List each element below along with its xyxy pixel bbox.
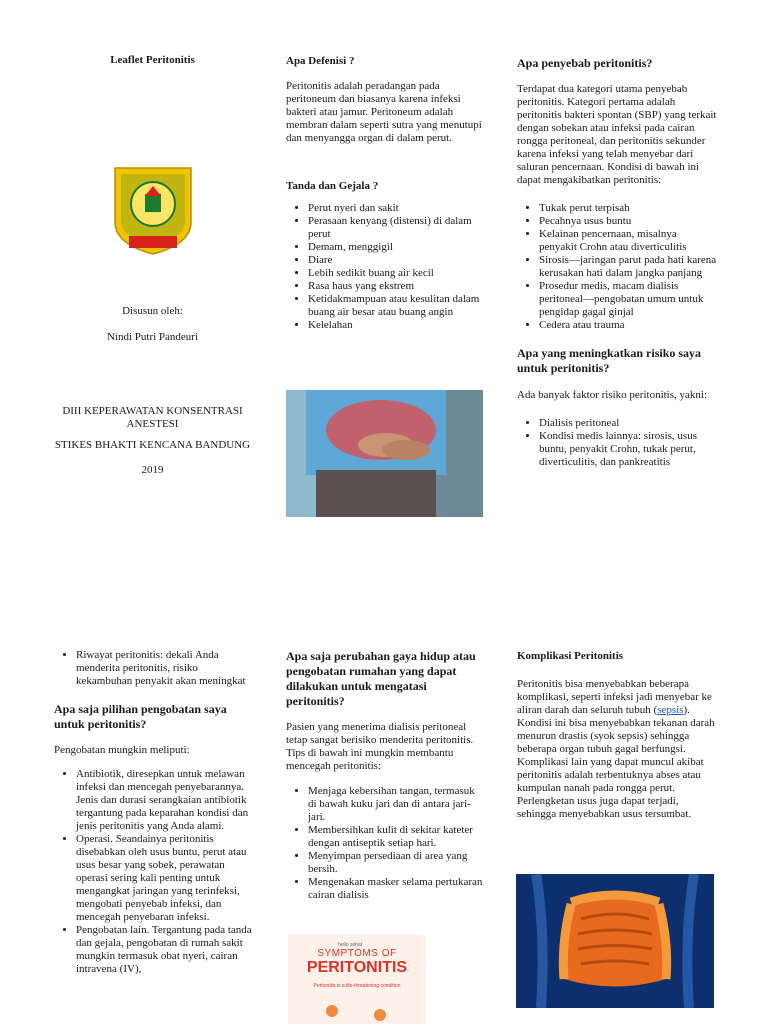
sepsis-link[interactable]: sepsis <box>657 704 684 716</box>
panel-treatment <box>54 649 254 976</box>
panel-definition <box>286 54 484 332</box>
list-item: • Rasa haus yang ekstrem <box>308 280 484 293</box>
institution-name: STIKES BHAKTI KENCANA BANDUNG <box>54 439 251 451</box>
panel-cover <box>50 54 255 67</box>
complication-heading: Komplikasi Peritonitis <box>517 650 624 662</box>
definition-heading: Apa Defenisi ? <box>286 55 355 67</box>
causes-list <box>517 202 717 332</box>
list-item: • Antibiotik, diresepkan untuk melawan infeksi dan mencegah penyebarannya. Jenis dan durasi serangkaian antibiotik tergantung pada keparahan kondisi dan jenis peritonitis yang Anda alami. <box>76 768 254 833</box>
author-name: Nindi Putri Pandeuri <box>106 331 199 343</box>
list-item: • Kelainan pencernaan, misalnya penyakit Crohn atau diverticulitis <box>539 228 717 254</box>
complication-text-end: ). Kondisi ini bisa menyebabkan tekanan darah menurun drastis (syok sepsis) sehingga beberapa organ tubuh gagal berfungsi. Komplikasi lain yang dapat muncul akibat peritonitis adalah terbentuknya abses atau kumpulan nanah pada rongga perut. Perlengketan usus juga dapat terjadi, sehingga menyebabkan usus tersumbat. <box>517 704 715 820</box>
publication-year: 2019 <box>141 464 164 476</box>
risk-heading: Apa yang meningkatkan risiko saya untuk peritonitis? <box>517 346 702 375</box>
complication-text-start: Peritonitis bisa menyebabkan beberapa komplikasi, seperti infeksi jadi menyebar ke aliran darah dan seluruh tubuh ( <box>517 678 712 716</box>
list-item: • Riwayat peritonitis: dekali Anda menderita peritonitis, risiko kekambuhan penyakit akan meningkat <box>76 649 254 688</box>
poster-icon-left <box>326 1005 338 1017</box>
author-label: Disusun oleh: <box>122 305 183 317</box>
treatment-intro: Pengobatan mungkin meliputi: <box>54 744 190 756</box>
intestines-illustration <box>516 874 714 1008</box>
list-item: • Sirosis—jaringan parut pada hati karena kerusakan hati dalam jangka panjang <box>539 254 717 280</box>
list-item: • Membersihkan kulit di sekitar kateter dengan antiseptik setiap hari. <box>308 824 486 850</box>
abdominal-pain-photo <box>286 390 483 517</box>
lifestyle-heading: Apa saja perubahan gaya hidup atau pengobatan rumahan yang dapat dilakukan untuk mengatasi peritonitis? <box>286 649 476 708</box>
institution-block <box>50 405 255 477</box>
symptoms-poster <box>288 935 426 1024</box>
panel-complications <box>517 649 717 821</box>
list-item: • Kondisi medis lainnya: sirosis, usus buntu, penyakit Crohn, tukak perut, diverticulitis, dan pankreatitis <box>539 430 717 469</box>
list-item: • Kelelahan <box>308 319 484 332</box>
list-item: • Ketidakmampuan atau kesulitan dalam buang air besar atau buang angin <box>308 293 484 319</box>
list-item: • Demam, menggigil <box>308 241 484 254</box>
cause-heading: Apa penyebab peritonitis? <box>517 56 653 70</box>
school-logo-shield-icon <box>111 164 195 256</box>
poster-brand: hello sehat <box>338 942 363 948</box>
treatment-heading: Apa saja pilihan pengobatan saya untuk peritonitis? <box>54 702 227 731</box>
lifestyle-text: Pasien yang menerima dialisis peritoneal tetap sangat berisiko menderita peritonitis. Tips di bawah ini mungkin membantu mencegah peritonitis: <box>286 721 474 772</box>
poster-icon-right <box>374 1009 386 1021</box>
list-item: • Lebih sedikit buang air kecil <box>308 267 484 280</box>
list-item: • Menjaga kebersihan tangan, termasuk di bawah kuku jari dan di antara jari-jari. <box>308 785 486 824</box>
program-name: DIII KEPERAWATAN KONSENTRASI ANESTESI <box>62 405 243 430</box>
definition-text: Peritonitis adalah peradangan pada peritoneum dan biasanya karena infeksi bakteri atau jamur. Peritoneum adalah membran dalam seperti sutra yang menutupi dan menyangga organ di dalam perut. <box>286 80 482 144</box>
list-item: • Tukak perut terpisah <box>539 202 717 215</box>
cause-text: Terdapat dua kategori utama penyebab peritonitis. Kategori pertama adalah peritonitis bakteri spontan (SBP) yang terkait dengan sobekan atau infeksi pada cairan rongga peritoneal, dan peritonitis sekunder karena infeksi yang telah menyebar dari saluran pencernaan. Kondisi di bawah ini dapat mengakibatkan peritonitis: <box>517 83 717 186</box>
list-item: • Perasaan kenyang (distensi) di dalam perut <box>308 215 484 241</box>
panel-lifestyle <box>286 649 486 902</box>
risk-text: Ada banyak faktor risiko peritonitis, yakni: <box>517 389 708 401</box>
list-item: • Diare <box>308 254 484 267</box>
leaflet-title: Leaflet Peritonitis <box>110 54 195 66</box>
list-item: • Cedera atau trauma <box>539 319 717 332</box>
risks-list <box>517 417 717 469</box>
author-block <box>50 305 255 344</box>
list-item: • Perut nyeri dan sakit <box>308 202 484 215</box>
list-item: • Pengobatan lain. Tergantung pada tanda dan gejala, pengobatan di rumah sakit mungkin termasuk obat nyeri, cairan intravena (IV), <box>76 924 254 976</box>
risk-continued-list <box>54 649 254 688</box>
list-item: • Pecahnya usus buntu <box>539 215 717 228</box>
complication-text <box>517 678 717 821</box>
list-item: • Operasi. Seandainya peritonitis disebabkan oleh usus buntu, perut atau usus besar yang sobek, perawatan operasi sering kali penting untuk mengangkat jaringan yang terinfeksi, mengobati penyebab infeksi, dan mencegah penyebaran infeksi. <box>76 833 254 924</box>
list-item: • Mengenakan masker selama pertukaran cairan dialisis <box>308 876 486 902</box>
poster-title-top: SYMPTOMS OF <box>317 948 397 959</box>
list-item: • Prosedur medis, macam dialisis peritoneal—pengobatan umum untuk pengidap gagal ginjal <box>539 280 717 319</box>
poster-subtitle: Peritonitis is a life-threatening condition <box>313 983 401 989</box>
poster-title-main: PERITONITIS <box>306 959 408 976</box>
symptoms-heading: Tanda dan Gejala ? <box>286 180 379 192</box>
panel-causes <box>517 56 717 469</box>
symptoms-list <box>286 202 484 332</box>
tips-list <box>286 785 486 902</box>
treatments-list <box>54 768 254 976</box>
list-item: • Menyimpan persediaan di area yang bersih. <box>308 850 486 876</box>
list-item: • Dialisis peritoneal <box>539 417 717 430</box>
school-logo <box>111 164 195 256</box>
